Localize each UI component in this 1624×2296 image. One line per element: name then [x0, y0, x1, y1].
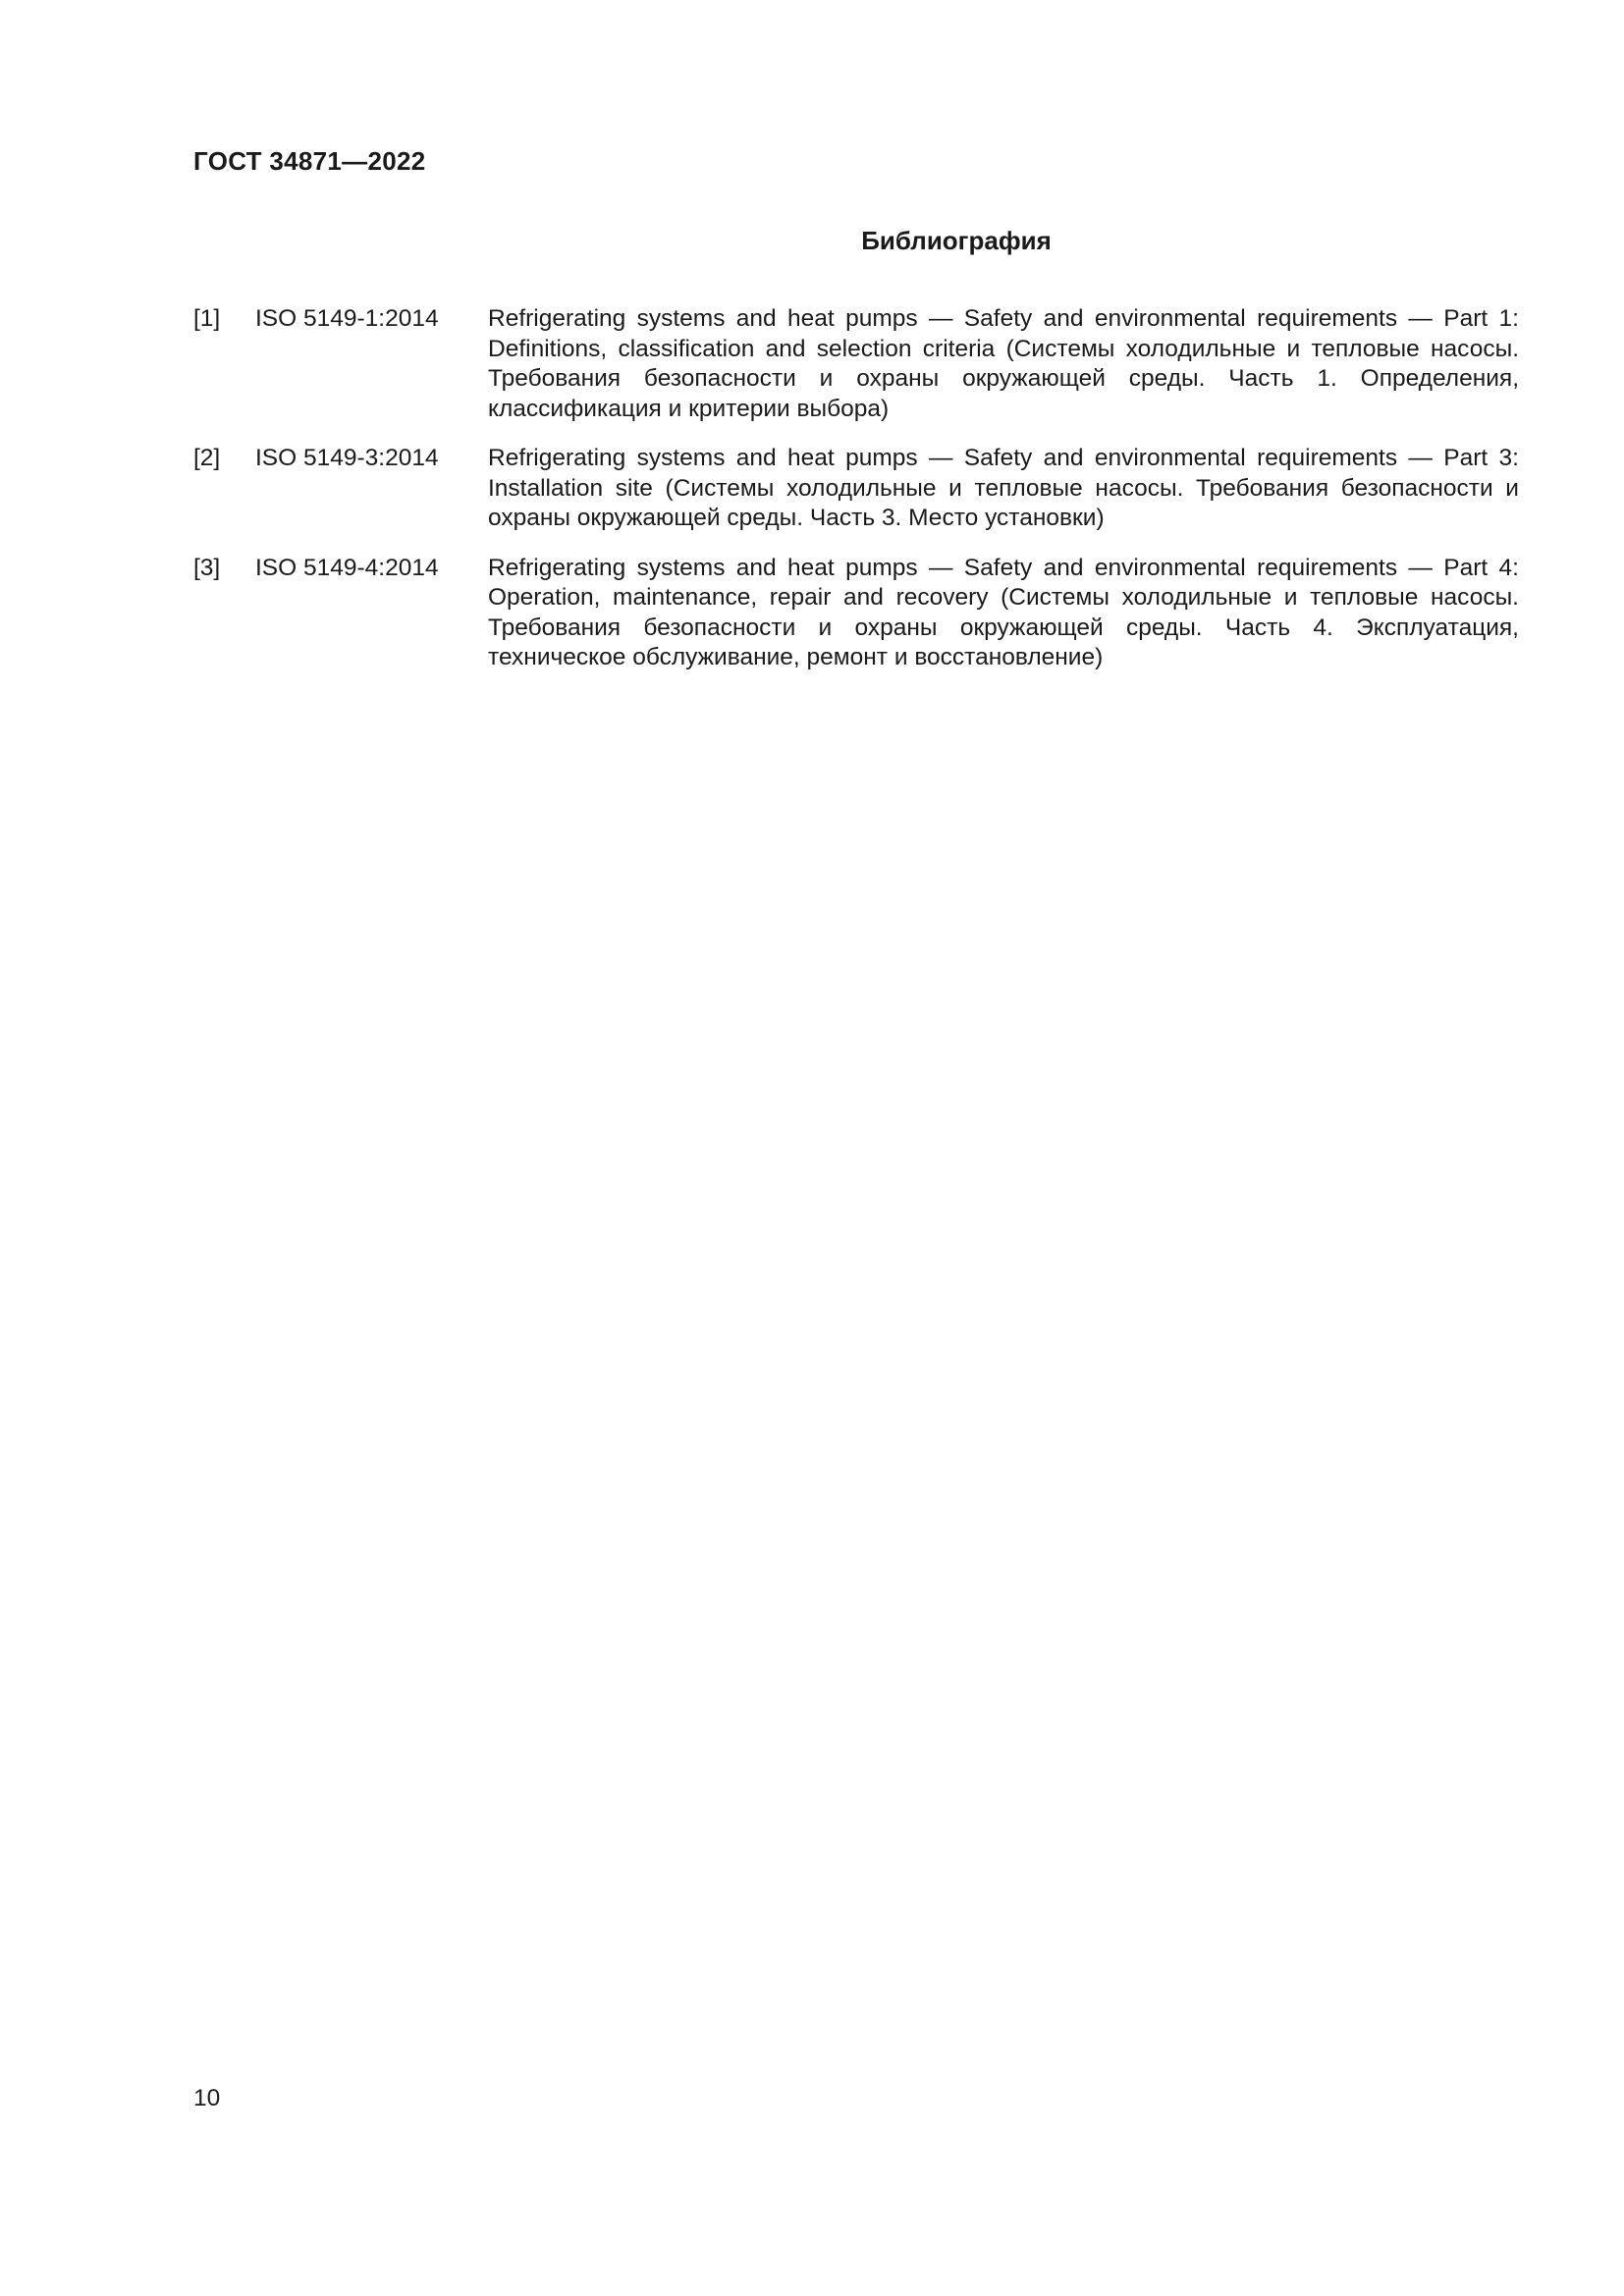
document-code: ГОСТ 34871—2022 [193, 146, 426, 176]
entry-number: [3] [193, 554, 221, 581]
bibliography-entry [193, 444, 1519, 534]
entry-standard: ISO 5149-1:2014 [255, 305, 439, 332]
bibliography-entry [193, 304, 1519, 424]
entry-standard: ISO 5149-3:2014 [255, 445, 439, 471]
entry-text: Refrigerating systems and heat pumps — Safety and environmental requirements — Part 4: Operation, maintenance, repair and recovery (Системы холодильные и тепловые насосы. Требования безопасности и охраны окружающей среды. Часть 4. Эксплуатация, техническое обслуживание, ремонт и восстановление) [488, 554, 1519, 670]
entry-number: [1] [193, 305, 221, 332]
entry-number: [2] [193, 445, 221, 471]
bibliography-entry [193, 554, 1519, 673]
entry-text: Refrigerating systems and heat pumps — Safety and environmental requirements — Part 3: Installation site (Системы холодильные и тепловые насосы. Требования безопасности и охраны окружающей среды. Часть 3. Место установки) [488, 445, 1519, 531]
entry-text: Refrigerating systems and heat pumps — Safety and environmental requirements — Part 1: Definitions, classification and selection criteria (Системы холодильные и тепловые насосы. Требования безопасности и охраны окружающей среды. Часть 1. Определения, классификация и критерии выбора) [488, 305, 1519, 422]
page-number: 10 [193, 2085, 221, 2111]
entry-standard: ISO 5149-4:2014 [255, 554, 439, 581]
bibliography-list [193, 304, 1519, 693]
bibliography-title: Библиография [861, 226, 1052, 255]
